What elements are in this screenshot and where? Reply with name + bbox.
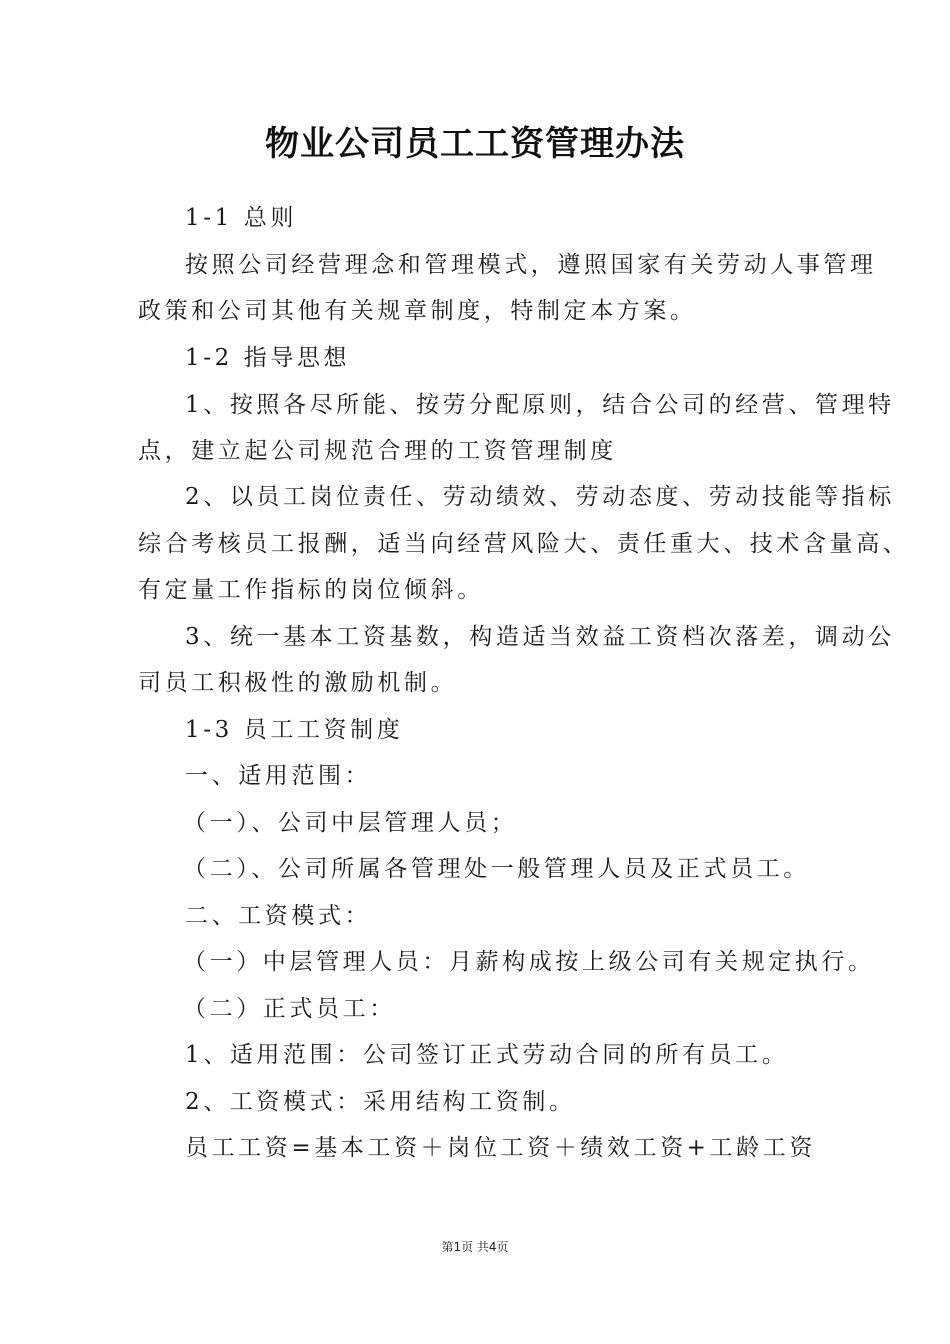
subheading-line: 一、适用范围： xyxy=(185,763,372,789)
subheading-line: 二、工资模式： xyxy=(185,903,372,929)
section-heading-1-2: 1-2 指导思想 xyxy=(185,345,351,371)
list-item: （一）中层管理人员：月薪构成按上级公司有关规定执行。 xyxy=(183,949,875,975)
paragraph-line: 点，建立起公司规范合理的工资管理制度 xyxy=(138,438,617,464)
paragraph-line: 按照公司经营理念和管理模式，遵照国家有关劳动人事管理 xyxy=(185,252,877,278)
list-item: （一）、公司中层管理人员； xyxy=(183,810,518,836)
paragraph-line: 司员工积极性的激励机制。 xyxy=(138,670,458,696)
page-number-footer: 第1页 共4页 xyxy=(441,1240,509,1254)
formula-line: 员工工资=基本工资＋岗位工资＋绩效工资+工龄工资 xyxy=(185,1135,816,1161)
section-heading-1-3: 1-3 员工工资制度 xyxy=(185,717,404,743)
list-item: 2、工资模式：采用结构工资制。 xyxy=(185,1089,576,1115)
paragraph-line: 2、以员工岗位责任、劳动绩效、劳动态度、劳动技能等指标 xyxy=(185,484,895,510)
paragraph-line: 3、统一基本工资基数，构造适当效益工资档次落差，调动公 xyxy=(185,624,895,650)
list-item: （二）、公司所属各管理处一般管理人员及正式员工。 xyxy=(183,856,810,882)
list-item: 1、适用范围：公司签订正式劳动合同的所有员工。 xyxy=(185,1042,789,1068)
document-title: 物业公司员工工资管理办法 xyxy=(265,124,685,164)
section-heading-1-1: 1-1 总则 xyxy=(185,205,297,231)
paragraph-line: 综合考核员工报酬，适当向经营风险大、责任重大、技术含量高、 xyxy=(138,531,910,557)
paragraph-line: 政策和公司其他有关规章制度，特制定本方案。 xyxy=(138,298,697,324)
list-item: （二）正式员工： xyxy=(183,996,396,1022)
paragraph-line: 有定量工作指标的岗位倾斜。 xyxy=(138,577,484,603)
paragraph-line: 1、按照各尽所能、按劳分配原则，结合公司的经营、管理特 xyxy=(185,392,895,418)
